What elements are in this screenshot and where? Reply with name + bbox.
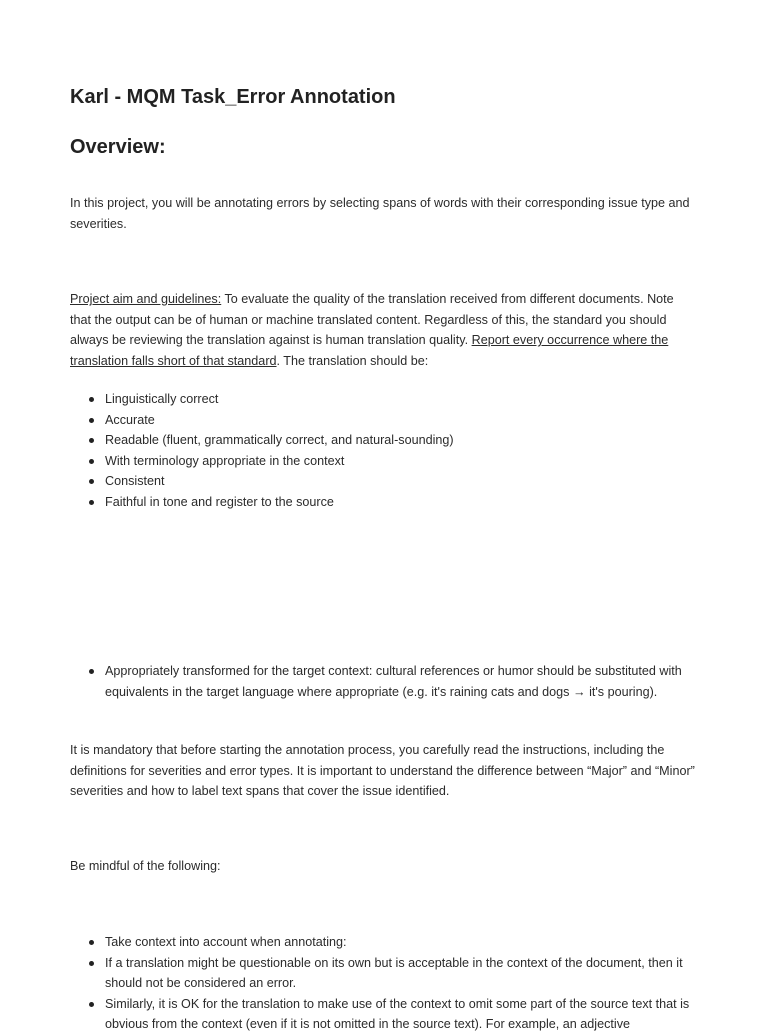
criteria-list [70,389,696,513]
list-item: Take context into account when annotating: [70,932,696,953]
aim-text: To evaluate the quality of the translation received from different documents. Note that the output can be of human or machine translated content. Regardless of this, the standard you should always be reviewing the translation against is human translation quality. [70,292,674,348]
list-item: Appropriately transformed for the target context: cultural references or humor should be substituted with equivalents in the target language where appropriate (e.g. it's raining cats and dogs → it's pouring). [70,661,696,702]
mindful-paragraph: Be mindful of the following: [70,859,221,873]
list-item: Linguistically correct [70,389,696,410]
criteria-list-continued [70,661,696,702]
document-title: Karl - MQM Task_Error Annotation [70,86,396,108]
list-item: With terminology appropriate in the context [70,451,696,472]
overview-heading: Overview: [70,136,166,158]
aim-underlined: Report every occurrence where the translation falls short of that standard [70,333,669,368]
list-item: Readable (fluent, grammatically correct, and natural-sounding) [70,430,696,451]
aim-label: Project aim and guidelines: [70,292,222,306]
list-item: Consistent [70,471,696,492]
aim-paragraph [70,289,696,371]
list-item: Similarly, it is OK for the translation to make use of the context to omit some part of the source text that is obvious from the context (even if it is not omitted in the source text). For example, an adjective [70,994,696,1035]
intro-paragraph: In this project, you will be annotating errors by selecting spans of words with their corresponding issue type and severities. [70,196,690,231]
mindful-list [70,932,696,1035]
list-item: Accurate [70,410,696,431]
list-item: If a translation might be questionable on its own but is acceptable in the context of the document, then it should not be considered an error. [70,953,696,994]
list-item: Faithful in tone and register to the source [70,492,696,513]
mandatory-paragraph: It is mandatory that before starting the annotation process, you carefully read the instructions, including the definitions for severities and error types. It is important to understand the difference between “Major” and “Minor” severities and how to label text spans that cover the issue identified. [70,743,695,799]
aim-tail: . The translation should be: [276,353,429,368]
